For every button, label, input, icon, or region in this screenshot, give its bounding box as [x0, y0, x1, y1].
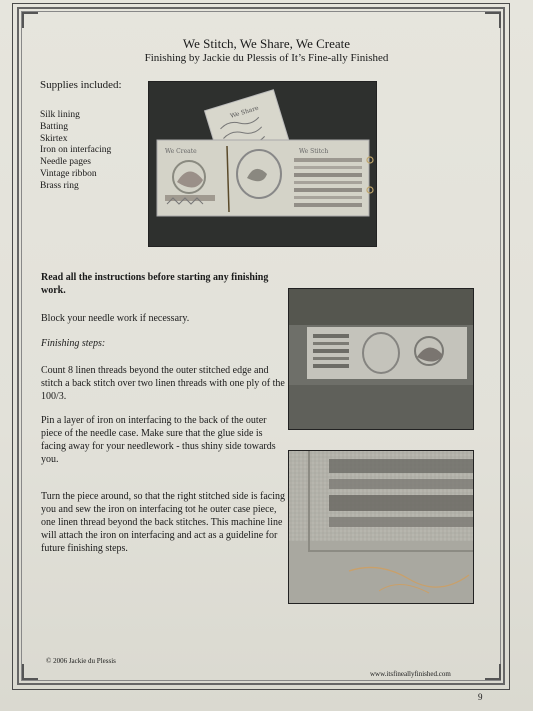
panel-label: We Stitch [299, 148, 329, 155]
needle-case-photo [148, 81, 377, 247]
list-item: Needle pages [40, 157, 91, 168]
list-item: Vintage ribbon [40, 168, 97, 179]
card-label: We Share [229, 104, 260, 120]
list-item: Iron on interfacing [40, 145, 112, 156]
list-item: Silk lining [40, 110, 80, 120]
list-item: Skirtex [40, 133, 68, 144]
border-corner-ornament [485, 12, 501, 28]
supplies-heading: Supplies included: [40, 79, 122, 91]
left-label: We Create [165, 148, 197, 155]
border-corner-ornament [485, 664, 501, 680]
border-corner-ornament [22, 664, 38, 680]
stitched-strip-photo [288, 288, 474, 430]
finishing-steps-heading: Finishing steps: [41, 338, 106, 349]
step-pin-interfacing: Pin a layer of iron on interfacing to the back of the outer piece of the needle case. Make sure that the glue side is facing away for your needlework - thus shiny side towards you. [41, 415, 276, 465]
read-instructions-note: Read all the instructions before starting any finishing work. [41, 272, 269, 296]
page-subtitle: Finishing by Jackie du Plessis of It’s Fine-ally Finished [144, 52, 389, 64]
linen-closeup-photo [288, 450, 474, 604]
list-item: Batting [40, 121, 68, 132]
block-instruction: Block your needle work if necessary. [41, 313, 190, 324]
supplies-list [40, 110, 111, 193]
step-count-threads: Count 8 linen threads beyond the outer stitched edge and stitch a back stitch over two linen threads with one ply of the 100/3. [41, 365, 285, 402]
website-link[interactable]: www.itsfineallyfinished.com [370, 670, 451, 678]
page-title: We Stitch, We Share, We Create [182, 36, 351, 51]
page-number: 9 [478, 692, 483, 702]
border-corner-ornament [22, 12, 38, 28]
step-turn-and-sew: Turn the piece around, so that the right stitched side is facing you and sew the iron on interfacing tot he outer case piece, one linen thread beyond the back stitches. This machine line will attach the iron on interfacing and act as a guideline for future finishing steps. [41, 491, 286, 554]
list-item: Brass ring [40, 180, 79, 191]
copyright-notice: © 2006 Jackie du Plessis [46, 657, 116, 665]
